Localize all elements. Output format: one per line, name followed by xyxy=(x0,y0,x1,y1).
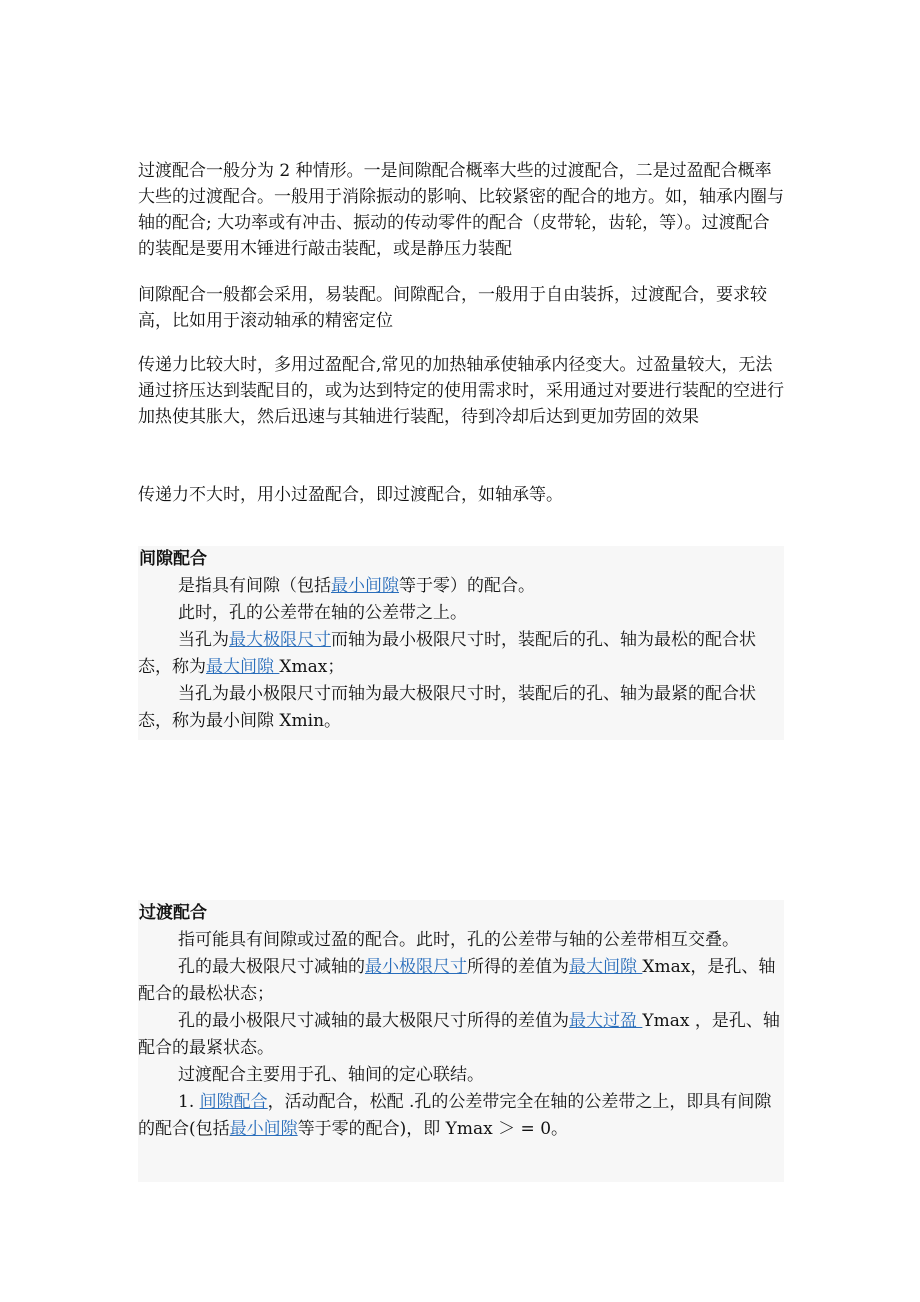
text-span: Xmax，是孔、轴配合的最松状态； xyxy=(138,957,776,1004)
link-min-limit-size[interactable]: 最小极限尺寸 xyxy=(365,957,467,977)
transition-line-3 xyxy=(138,1008,784,1062)
link-min-clearance[interactable]: 最小间隙 xyxy=(331,576,399,596)
link-clearance-fit[interactable]: 间隙配合 xyxy=(199,1092,268,1112)
text-span: 孔的最大极限尺寸减轴的 xyxy=(178,957,365,977)
transition-line-5 xyxy=(138,1089,784,1143)
intro-text-4: 传递力不大时，用小过盈配合，即过渡配合，如轴承等。 xyxy=(138,485,563,505)
transition-line-2 xyxy=(138,954,784,1008)
clearance-line-1 xyxy=(138,573,784,600)
text-span: ，活动配合，松配 .孔的公差带完全在轴的公差带之上，即具有间隙的配合(包括 xyxy=(138,1092,772,1139)
intro-paragraph-3 xyxy=(138,352,784,430)
clearance-line-3 xyxy=(138,627,784,681)
transition-fit-section xyxy=(138,900,784,1182)
text-span: 等于零）的配合。 xyxy=(399,576,535,596)
text-span: 等于零的配合)，即 Ymax ＞ = 0。 xyxy=(297,1119,569,1139)
link-max-clearance[interactable]: 最大间隙 xyxy=(569,957,643,977)
intro-paragraph-2 xyxy=(138,282,784,334)
clearance-line-2: 此时，孔的公差带在轴的公差带之上。 xyxy=(178,603,467,623)
link-max-clearance[interactable]: 最大间隙 xyxy=(206,657,280,677)
text-span: Ymax ，是孔、轴配合的最紧状态。 xyxy=(138,1011,780,1058)
clearance-line-4: 当孔为最小极限尺寸而轴为最大极限尺寸时，装配后的孔、轴为最紧的配合状态，称为最小间隙 Xmin。 xyxy=(138,684,756,731)
link-min-clearance[interactable]: 最小间隙 xyxy=(229,1119,298,1139)
intro-text-3: 传递力比较大时，多用过盈配合,常见的加热轴承使轴承内径变大。过盈量较大，无法通过挤压达到装配目的，或为达到特定的使用需求时，采用通过对要进行装配的空进行加热使其胀大，然后迅速与其轴进行装配，待到冷却后达到更加劳固的效果 xyxy=(138,355,784,427)
clearance-fit-section xyxy=(138,546,784,740)
text-span: 孔的最小极限尺寸减轴的最大极限尺寸所得的差值为 xyxy=(178,1011,569,1031)
intro-paragraph-4 xyxy=(138,482,784,508)
transition-line-1: 指可能具有间隙或过盈的配合。此时，孔的公差带与轴的公差带相互交叠。 xyxy=(178,930,739,950)
intro-paragraph-1 xyxy=(138,158,784,262)
text-span: 所得的差值为 xyxy=(467,957,569,977)
text-span: Xmax； xyxy=(279,657,345,677)
clearance-title: 间隙配合 xyxy=(139,549,207,569)
text-span: 而轴为最小极限尺寸时，装配后的孔、轴为最松的配合状态，称为 xyxy=(138,630,756,677)
transition-line-4: 过渡配合主要用于孔、轴间的定心联结。 xyxy=(178,1065,484,1085)
intro-text-2: 间隙配合一般都会采用，易装配。间隙配合，一般用于自由装拆，过渡配合，要求较高，比如用于滚动轴承的精密定位 xyxy=(138,285,767,331)
link-max-limit-size[interactable]: 最大极限尺寸 xyxy=(229,630,331,650)
link-max-interference[interactable]: 最大过盈 xyxy=(569,1011,643,1031)
intro-text-1: 过渡配合一般分为 2 种情形。一是间隙配合概率大些的过渡配合，二是过盈配合概率大些的过渡配合。一般用于消除振动的影响、比较紧密的配合的地方。如，轴承内圈与轴的配合; 大功率或有冲击、振动的传动零件的配合（皮带轮，齿轮，等）。过渡配合的装配是要用木锤进行敲击装配，或是静压力装配 xyxy=(138,161,784,259)
text-span: 当孔为 xyxy=(178,630,229,650)
text-span: 是指具有间隙（包括 xyxy=(178,576,331,596)
text-span: 1. xyxy=(178,1092,200,1112)
transition-title: 过渡配合 xyxy=(139,903,207,923)
